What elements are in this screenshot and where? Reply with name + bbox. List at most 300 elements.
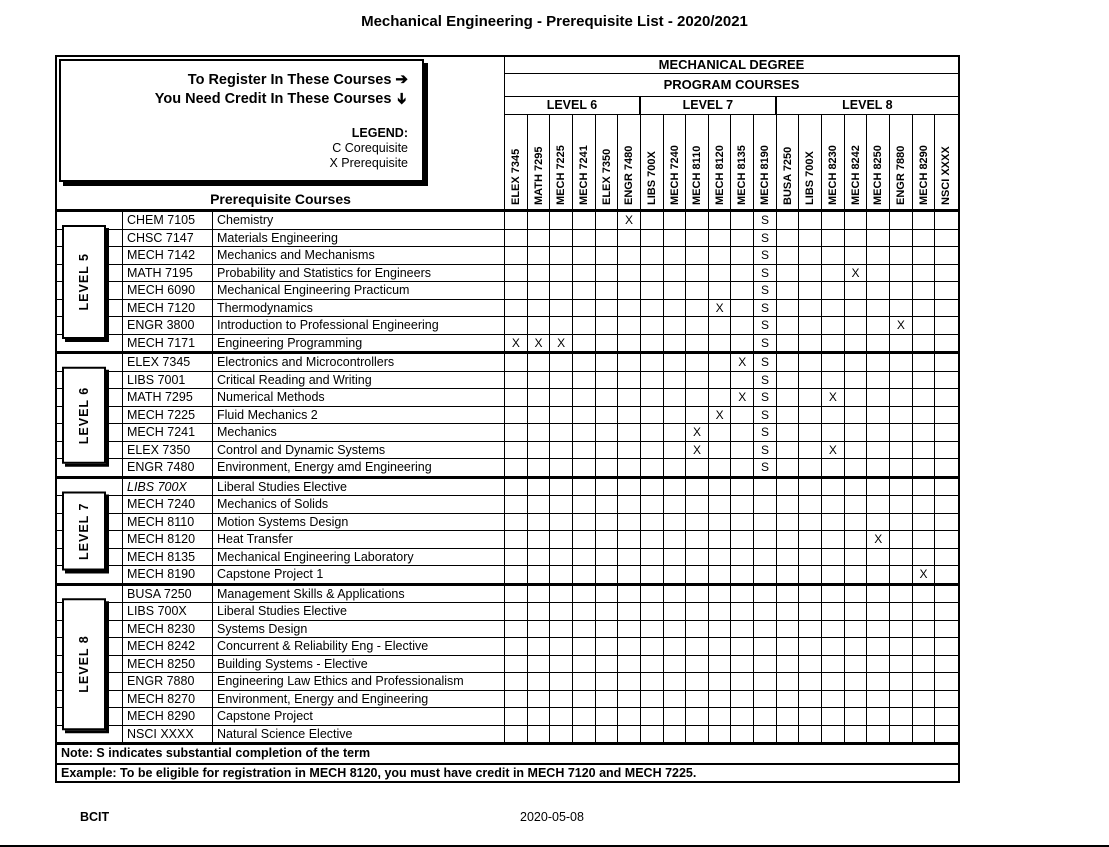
prereq-mark-cell	[754, 566, 777, 584]
column-header-label: ENGR 7480	[623, 145, 636, 205]
prereq-mark-cell	[731, 335, 754, 353]
prereq-mark-cell	[641, 317, 664, 335]
prereq-mark-cell	[686, 496, 709, 514]
prereq-mark-cell	[913, 335, 936, 353]
prereq-mark-cell	[845, 708, 868, 726]
prereq-mark-cell	[845, 496, 868, 514]
prereq-mark-cell	[596, 586, 619, 604]
prereq-mark-cell	[596, 389, 619, 407]
prereq-mark-cell	[799, 389, 822, 407]
prereq-mark-cell	[641, 282, 664, 300]
matrix-header	[57, 57, 958, 212]
prereq-mark-cell	[777, 282, 800, 300]
course-name-cell: Mechanical Engineering Practicum	[213, 282, 505, 300]
prereq-mark-cell	[709, 496, 732, 514]
prereq-mark-cell	[777, 265, 800, 283]
prereq-mark-cell	[777, 479, 800, 497]
prereq-mark-cell	[799, 282, 822, 300]
prereq-mark-cell	[867, 638, 890, 656]
prereq-mark-cell	[754, 531, 777, 549]
prereq-mark-cell	[731, 372, 754, 390]
prereq-mark-cell	[709, 638, 732, 656]
prereq-mark-cell	[754, 514, 777, 532]
prereq-mark-cell	[709, 389, 732, 407]
prereq-mark-cell	[935, 247, 958, 265]
prereq-mark-cell	[505, 566, 528, 584]
prereq-mark-cell	[799, 335, 822, 353]
prereq-mark-cell	[822, 673, 845, 691]
prereq-mark-cell	[528, 656, 551, 674]
prereq-mark-cell	[709, 603, 732, 621]
prereq-mark-cell	[822, 230, 845, 248]
prerequisite-courses-header: Prerequisite Courses	[210, 191, 351, 207]
prereq-mark-cell: S	[754, 442, 777, 460]
prereq-mark-cell	[777, 621, 800, 639]
course-code-cell: MECH 8120	[123, 531, 213, 549]
prereq-mark-cell	[867, 354, 890, 372]
column-header-cell	[845, 115, 868, 209]
prereq-mark-cell	[890, 282, 913, 300]
prereq-mark-cell	[731, 317, 754, 335]
course-row	[57, 424, 958, 442]
prereq-mark-cell	[845, 621, 868, 639]
prereq-mark-cell	[641, 424, 664, 442]
prereq-mark-cell	[550, 708, 573, 726]
prereq-mark-cell	[913, 656, 936, 674]
prereq-mark-cell: X	[867, 531, 890, 549]
prereq-mark-cell	[528, 673, 551, 691]
prereq-mark-cell	[550, 549, 573, 567]
prereq-mark-cell	[596, 317, 619, 335]
course-code-cell: LIBS 700X	[123, 603, 213, 621]
prereq-mark-cell	[731, 691, 754, 709]
prereq-mark-cell	[664, 442, 687, 460]
prereq-mark-cell	[664, 354, 687, 372]
course-row	[57, 496, 958, 514]
prereq-mark-cell	[528, 603, 551, 621]
prereq-mark-cell	[596, 496, 619, 514]
prereq-mark-cell: S	[754, 230, 777, 248]
prereq-mark-cell	[935, 708, 958, 726]
prereq-mark-cell	[641, 673, 664, 691]
prereq-mark-cell: X	[528, 335, 551, 353]
prereq-mark-cell	[913, 691, 936, 709]
prereq-mark-cell	[913, 549, 936, 567]
prereq-mark-cell	[550, 621, 573, 639]
prereq-mark-cell	[618, 442, 641, 460]
prereq-mark-cell: S	[754, 300, 777, 318]
column-header-label: MECH 7241	[577, 145, 590, 205]
prereq-mark-cell	[935, 442, 958, 460]
prereq-mark-cell	[845, 514, 868, 532]
prereq-mark-cell	[596, 726, 619, 744]
prereq-mark-cell	[573, 389, 596, 407]
course-code-cell: MECH 7171	[123, 335, 213, 353]
level-group	[57, 477, 958, 584]
prereq-mark-cell	[845, 424, 868, 442]
prereq-mark-cell	[890, 265, 913, 283]
prereq-mark-cell	[822, 586, 845, 604]
prereq-mark-cell	[935, 726, 958, 744]
prereq-mark-cell	[686, 479, 709, 497]
prereq-mark-cell	[867, 442, 890, 460]
course-code-cell: MECH 8290	[123, 708, 213, 726]
prereq-mark-cell	[935, 282, 958, 300]
prereq-mark-cell	[596, 603, 619, 621]
prereq-mark-cell	[913, 708, 936, 726]
level-label: LEVEL 7	[77, 502, 91, 560]
prereq-mark-cell	[822, 656, 845, 674]
prereq-mark-cell	[822, 496, 845, 514]
prereq-mark-cell	[505, 656, 528, 674]
prereq-mark-cell	[845, 459, 868, 477]
course-row	[57, 726, 958, 744]
prereq-mark-cell	[505, 673, 528, 691]
prereq-mark-cell	[777, 300, 800, 318]
prereq-mark-cell	[913, 514, 936, 532]
prereq-mark-cell	[686, 459, 709, 477]
prereq-mark-cell	[890, 479, 913, 497]
prereq-mark-cell	[505, 726, 528, 744]
prereq-mark-cell	[935, 372, 958, 390]
course-code-cell: MATH 7195	[123, 265, 213, 283]
course-code-cell: MECH 8135	[123, 549, 213, 567]
prereq-mark-cell	[573, 673, 596, 691]
course-row	[57, 603, 958, 621]
prereq-mark-cell	[754, 673, 777, 691]
prereq-mark-cell	[890, 335, 913, 353]
prereq-mark-cell	[686, 212, 709, 230]
prereq-mark-cell	[573, 317, 596, 335]
prereq-mark-cell	[709, 424, 732, 442]
prereq-mark-cell: X	[686, 442, 709, 460]
prereq-mark-cell	[573, 354, 596, 372]
prereq-mark-cell	[618, 691, 641, 709]
prereq-mark-cell	[845, 566, 868, 584]
prereq-mark-cell	[777, 603, 800, 621]
prereq-mark-cell	[573, 586, 596, 604]
prereq-mark-cell	[913, 317, 936, 335]
prereq-mark-cell	[822, 621, 845, 639]
prereq-mark-cell	[731, 459, 754, 477]
prereq-mark-cell	[845, 354, 868, 372]
prereq-mark-cell	[550, 282, 573, 300]
prereq-mark-cell	[641, 300, 664, 318]
prereq-mark-cell	[867, 230, 890, 248]
prereq-mark-cell	[573, 335, 596, 353]
level-label: LEVEL 5	[77, 253, 91, 311]
prereq-mark-cell	[709, 726, 732, 744]
column-header-label: MECH 8290	[917, 145, 930, 205]
prereq-mark-cell	[822, 335, 845, 353]
course-row	[57, 407, 958, 425]
prereq-mark-cell	[664, 389, 687, 407]
prereq-mark-cell	[935, 354, 958, 372]
prereq-mark-cell	[935, 407, 958, 425]
prereq-mark-cell	[845, 300, 868, 318]
prereq-mark-cell	[799, 230, 822, 248]
prereq-mark-cell	[777, 372, 800, 390]
prereq-mark-cell	[777, 691, 800, 709]
prereq-mark-cell	[799, 621, 822, 639]
prereq-mark-cell	[641, 496, 664, 514]
prereq-mark-cell	[754, 691, 777, 709]
course-name-cell: Environment, Energy amd Engineering	[213, 459, 505, 477]
column-header-cell	[641, 115, 664, 209]
prereq-mark-cell	[618, 424, 641, 442]
prereq-mark-cell	[890, 531, 913, 549]
prereq-mark-cell	[867, 265, 890, 283]
prereq-mark-cell	[505, 459, 528, 477]
prereq-mark-cell	[550, 673, 573, 691]
prereq-mark-cell	[528, 407, 551, 425]
prereq-mark-cell	[550, 372, 573, 390]
prereq-mark-cell	[822, 247, 845, 265]
column-header-cell	[686, 115, 709, 209]
prereq-mark-cell	[664, 265, 687, 283]
prereq-mark-cell	[799, 726, 822, 744]
prereq-mark-cell	[505, 691, 528, 709]
prereq-mark-cell	[573, 300, 596, 318]
prereq-mark-cell	[822, 265, 845, 283]
prereq-mark-cell	[822, 726, 845, 744]
course-row	[57, 531, 958, 549]
course-name-cell: Engineering Law Ethics and Professionalism	[213, 673, 505, 691]
prereq-mark-cell	[641, 335, 664, 353]
course-name-cell: Thermodynamics	[213, 300, 505, 318]
legend-prerequisite: X Prerequisite	[329, 156, 408, 170]
level-label-box	[62, 599, 106, 731]
prereq-mark-cell	[664, 726, 687, 744]
prereq-mark-cell	[528, 230, 551, 248]
prereq-mark-cell	[845, 638, 868, 656]
prereq-mark-cell	[550, 531, 573, 549]
course-row	[57, 354, 958, 372]
prereq-mark-cell	[618, 389, 641, 407]
prereq-mark-cell	[528, 442, 551, 460]
prereq-mark-cell	[664, 300, 687, 318]
prereq-mark-cell	[550, 300, 573, 318]
prereq-mark-cell	[799, 317, 822, 335]
prereq-mark-cell	[505, 496, 528, 514]
prereq-mark-cell	[845, 673, 868, 691]
prereq-mark-cell	[845, 479, 868, 497]
prereq-mark-cell	[686, 300, 709, 318]
level-label: LEVEL 8	[77, 635, 91, 693]
level-group	[57, 212, 958, 352]
prereq-mark-cell	[935, 514, 958, 532]
course-name-cell: Numerical Methods	[213, 389, 505, 407]
prereq-mark-cell	[754, 603, 777, 621]
prereq-mark-cell	[505, 317, 528, 335]
prereq-mark-cell	[664, 638, 687, 656]
prereq-mark-cell: S	[754, 212, 777, 230]
prereq-mark-cell	[573, 514, 596, 532]
prereq-mark-cell	[686, 566, 709, 584]
prereq-mark-cell	[664, 566, 687, 584]
course-name-cell: Natural Science Elective	[213, 726, 505, 744]
prereq-mark-cell	[618, 335, 641, 353]
prereq-mark-cell	[935, 621, 958, 639]
prereq-mark-cell	[731, 708, 754, 726]
course-name-cell: Systems Design	[213, 621, 505, 639]
prereq-mark-cell	[799, 212, 822, 230]
prereq-mark-cell	[528, 708, 551, 726]
prereq-mark-cell	[935, 638, 958, 656]
course-row	[57, 317, 958, 335]
prereq-mark-cell	[935, 531, 958, 549]
prereq-mark-cell	[641, 354, 664, 372]
prereq-mark-cell	[777, 708, 800, 726]
note-row: Note: S indicates substantial completion of the term	[61, 746, 371, 760]
course-row	[57, 656, 958, 674]
prereq-mark-cell	[550, 247, 573, 265]
prereq-mark-cell	[935, 549, 958, 567]
prereq-mark-cell	[845, 389, 868, 407]
prereq-mark-cell	[573, 621, 596, 639]
column-header-cell	[799, 115, 822, 209]
prereq-mark-cell	[935, 389, 958, 407]
prereq-mark-cell	[686, 638, 709, 656]
prereq-mark-cell	[867, 407, 890, 425]
prereq-mark-cell: X	[913, 566, 936, 584]
prereq-mark-cell	[822, 531, 845, 549]
column-header-label: MECH 7225	[555, 145, 568, 205]
course-code-cell: CHSC 7147	[123, 230, 213, 248]
prereq-mark-cell	[731, 726, 754, 744]
prereq-mark-cell	[890, 673, 913, 691]
prereq-mark-cell	[777, 586, 800, 604]
course-name-cell: Chemistry	[213, 212, 505, 230]
prereq-mark-cell	[935, 496, 958, 514]
prereq-mark-cell: X	[890, 317, 913, 335]
prereq-mark-cell	[799, 673, 822, 691]
column-header-label: MECH 8135	[736, 145, 749, 205]
prereq-mark-cell	[913, 531, 936, 549]
course-name-cell: Management Skills & Applications	[213, 586, 505, 604]
prereq-mark-cell	[686, 603, 709, 621]
prereq-mark-cell	[596, 531, 619, 549]
prereq-mark-cell	[641, 638, 664, 656]
course-name-cell: Motion Systems Design	[213, 514, 505, 532]
prereq-mark-cell	[686, 531, 709, 549]
course-row	[57, 691, 958, 709]
prereq-mark-cell	[596, 549, 619, 567]
prereq-mark-cell	[935, 566, 958, 584]
prereq-mark-cell	[596, 708, 619, 726]
prereq-mark-cell	[596, 372, 619, 390]
prereq-mark-cell	[890, 638, 913, 656]
prereq-mark-cell	[935, 479, 958, 497]
prereq-mark-cell	[935, 335, 958, 353]
prereq-mark-cell	[528, 354, 551, 372]
level7-column-group-header: LEVEL 7	[641, 97, 777, 115]
prereq-mark-cell	[845, 212, 868, 230]
prereq-mark-cell	[528, 282, 551, 300]
prereq-mark-cell	[664, 317, 687, 335]
prereq-mark-cell	[528, 531, 551, 549]
prereq-mark-cell	[686, 726, 709, 744]
column-header-label: LIBS 700X	[804, 151, 817, 205]
prereq-mark-cell	[573, 708, 596, 726]
prereq-mark-cell	[641, 691, 664, 709]
prereq-mark-cell	[890, 656, 913, 674]
prereq-mark-cell	[686, 586, 709, 604]
prereq-mark-cell	[573, 442, 596, 460]
prereq-mark-cell	[505, 708, 528, 726]
prereq-mark-cell	[505, 265, 528, 283]
column-header-cell	[596, 115, 619, 209]
prereq-mark-cell	[709, 230, 732, 248]
prereq-mark-cell	[777, 566, 800, 584]
prereq-mark-cell	[822, 212, 845, 230]
prereq-mark-cell	[867, 212, 890, 230]
prereq-mark-cell	[913, 372, 936, 390]
prereq-mark-cell	[709, 442, 732, 460]
prereq-mark-cell	[709, 317, 732, 335]
prereq-mark-cell	[641, 531, 664, 549]
course-row	[57, 549, 958, 567]
prereq-mark-cell	[777, 496, 800, 514]
prereq-mark-cell	[799, 638, 822, 656]
prereq-mark-cell	[641, 265, 664, 283]
prereq-mark-cell	[867, 691, 890, 709]
prereq-mark-cell	[799, 566, 822, 584]
prereq-mark-cell	[664, 586, 687, 604]
prereq-mark-cell	[618, 372, 641, 390]
prereq-mark-cell	[935, 603, 958, 621]
prereq-mark-cell	[709, 549, 732, 567]
prereq-mark-cell	[573, 282, 596, 300]
prereq-mark-cell	[867, 514, 890, 532]
prereq-mark-cell	[709, 247, 732, 265]
prereq-mark-cell	[709, 212, 732, 230]
prereq-mark-cell	[573, 656, 596, 674]
prereq-mark-cell	[845, 282, 868, 300]
prereq-mark-cell	[550, 566, 573, 584]
prereq-mark-cell	[777, 335, 800, 353]
prereq-mark-cell	[618, 726, 641, 744]
prereq-mark-cell	[754, 479, 777, 497]
prereq-mark-cell	[799, 424, 822, 442]
prereq-mark-cell	[867, 424, 890, 442]
prereq-mark-cell	[618, 566, 641, 584]
prereq-mark-cell	[686, 656, 709, 674]
prereq-mark-cell	[550, 354, 573, 372]
prereq-mark-cell	[528, 212, 551, 230]
prereq-mark-cell	[596, 479, 619, 497]
prereq-mark-cell	[867, 726, 890, 744]
prereq-mark-cell	[709, 621, 732, 639]
prereq-mark-cell	[686, 514, 709, 532]
prereq-mark-cell	[664, 656, 687, 674]
column-header-label: MECH 8230	[827, 145, 840, 205]
prereq-mark-cell	[890, 247, 913, 265]
prereq-mark-cell	[550, 265, 573, 283]
prereq-mark-cell	[867, 673, 890, 691]
prereq-mark-cell	[867, 300, 890, 318]
course-code-cell: MECH 7225	[123, 407, 213, 425]
course-row	[57, 230, 958, 248]
course-code-cell: MECH 7142	[123, 247, 213, 265]
course-code-cell: CHEM 7105	[123, 212, 213, 230]
prereq-mark-cell	[822, 372, 845, 390]
prereq-mark-cell	[550, 586, 573, 604]
prereq-mark-cell	[913, 247, 936, 265]
prereq-mark-cell	[550, 514, 573, 532]
prereq-mark-cell	[867, 479, 890, 497]
course-row	[57, 708, 958, 726]
